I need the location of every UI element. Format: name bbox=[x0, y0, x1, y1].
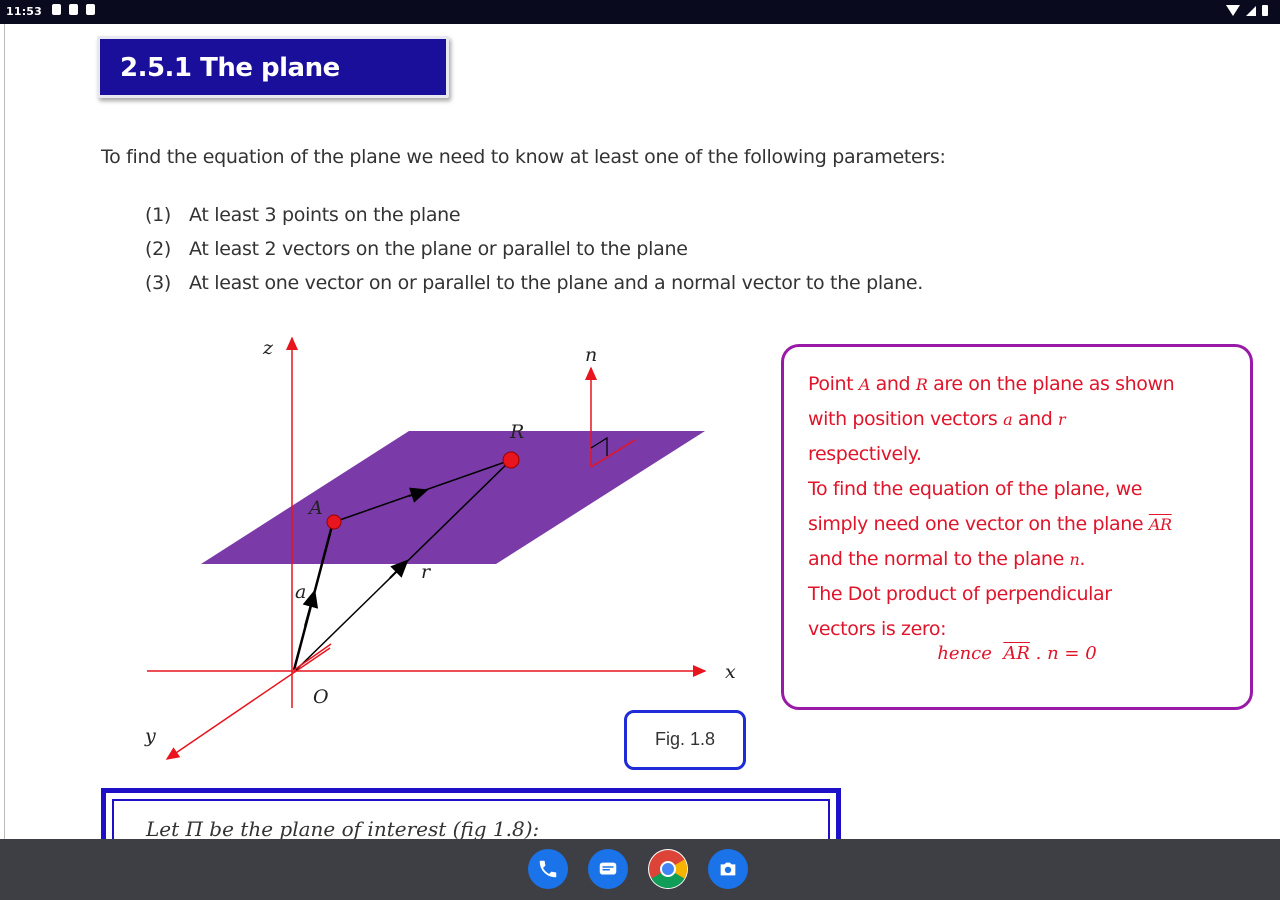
definition-box bbox=[101, 788, 841, 839]
note-symbol: $\overline{AR}$ bbox=[1148, 515, 1172, 534]
note-text: The Dot product of perpendicular bbox=[808, 583, 1112, 605]
document-page[interactable] bbox=[4, 24, 1280, 839]
notification-icon bbox=[52, 4, 61, 15]
note-text: and bbox=[869, 373, 916, 395]
figure-caption-box bbox=[624, 710, 746, 770]
list-text: At least 3 points on the plane bbox=[189, 204, 461, 226]
y-axis bbox=[167, 648, 330, 759]
system-icons bbox=[1226, 5, 1268, 16]
notification-icon bbox=[86, 4, 95, 15]
intro-text: To find the equation of the plane we need to know at least one of the following parameters: bbox=[101, 146, 946, 168]
axis-label-z: z bbox=[263, 337, 274, 359]
point-a bbox=[327, 515, 341, 529]
explanation-box bbox=[781, 344, 1253, 710]
definition-text: Let Π be the plane of interest (fig 1.8): bbox=[146, 817, 540, 839]
note-text: are on the plane as shown bbox=[927, 373, 1175, 395]
origin-label: O bbox=[313, 686, 329, 708]
figure-caption: Fig. 1.8 bbox=[654, 729, 716, 749]
app-dock bbox=[528, 849, 748, 889]
status-bar bbox=[0, 0, 1280, 24]
point-r bbox=[503, 452, 519, 468]
note-text: respectively. bbox=[808, 443, 922, 465]
wifi-icon bbox=[1226, 5, 1240, 16]
note-symbol: a bbox=[1003, 410, 1013, 429]
signal-icon bbox=[1246, 6, 1256, 16]
plane-shape bbox=[201, 431, 705, 564]
messages-icon[interactable] bbox=[588, 849, 628, 889]
notification-icon bbox=[69, 4, 78, 15]
explanation-text bbox=[808, 367, 1174, 647]
note-text: To find the equation of the plane, we bbox=[808, 478, 1143, 500]
dot-product-formula bbox=[784, 643, 1250, 664]
note-text: Point bbox=[808, 373, 859, 395]
note-text: . bbox=[1079, 548, 1086, 570]
chrome-icon[interactable] bbox=[648, 849, 688, 889]
note-text: and the normal to the plane bbox=[808, 548, 1070, 570]
list-number: (2) bbox=[145, 238, 172, 260]
note-text: vectors is zero: bbox=[808, 618, 947, 640]
notification-icons bbox=[52, 4, 95, 15]
note-symbol: R bbox=[915, 375, 928, 394]
list-text: At least one vector on or parallel to the plane and a normal vector to the plane. bbox=[189, 272, 924, 294]
vector-a-label: a bbox=[295, 581, 307, 603]
note-symbol: n bbox=[1069, 550, 1080, 569]
formula-symbol: $\overline{AR}$ bbox=[1003, 643, 1030, 664]
vector-r-arrow bbox=[390, 565, 403, 578]
camera-icon[interactable] bbox=[708, 849, 748, 889]
phone-icon[interactable] bbox=[528, 849, 568, 889]
normal-label: n bbox=[585, 344, 598, 366]
taskbar bbox=[0, 839, 1280, 900]
battery-icon bbox=[1262, 5, 1268, 16]
axis-label-x: x bbox=[725, 661, 736, 683]
note-text: with position vectors bbox=[808, 408, 1004, 430]
list-text: At least 2 vectors on the plane or parallel to the plane bbox=[189, 238, 688, 260]
section-title: 2.5.1 The plane bbox=[120, 53, 340, 83]
note-symbol: A bbox=[858, 375, 870, 394]
note-symbol: r bbox=[1058, 410, 1066, 429]
plane-figure bbox=[5, 24, 765, 784]
point-a-label: A bbox=[309, 497, 323, 519]
vector-r-label: r bbox=[421, 561, 431, 583]
note-text: simply need one vector on the plane bbox=[808, 513, 1149, 535]
status-time: 11:53 bbox=[6, 5, 43, 18]
note-text: and bbox=[1012, 408, 1059, 430]
list-number: (1) bbox=[145, 204, 172, 226]
axis-label-y: y bbox=[145, 725, 156, 747]
formula-text: hence bbox=[937, 643, 992, 664]
point-r-label: R bbox=[510, 421, 525, 443]
list-number: (3) bbox=[145, 272, 172, 294]
formula-text: . n = 0 bbox=[1035, 643, 1097, 664]
